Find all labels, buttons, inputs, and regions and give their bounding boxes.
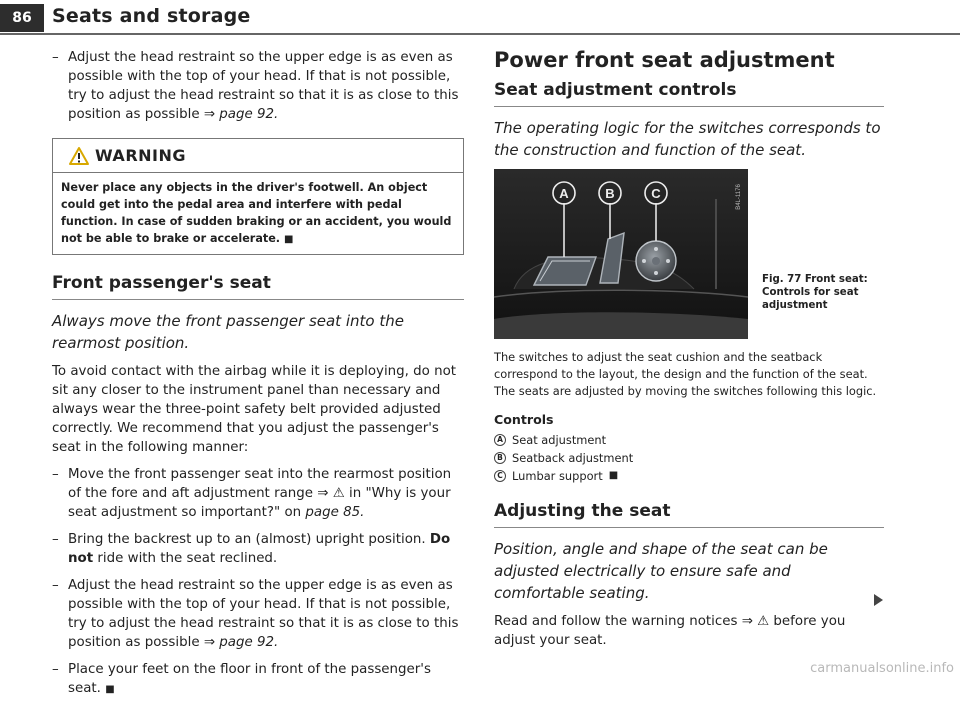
adjust-intro: Position, angle and shape of the seat can be adjusted electrically to ensure safe and comfortable seating. bbox=[494, 540, 828, 602]
section-title: Seats and storage bbox=[52, 5, 251, 27]
bullet-1: – Move the front passenger seat into the rearmost position of the fore and aft adjustment range ⇒ ⚠ in "Why is your seat adjustment so important?" on page 85. bbox=[52, 465, 464, 522]
warning-body: Never place any objects in the driver's footwell. An object could get into the pedal area and interfere with pedal function. In case of sudden braking or an accident, you would not be able to brake or accelerate. ■ bbox=[61, 181, 452, 245]
bullet-2: – Bring the backrest up to an (almost) upright position. Do not ride with the seat reclined. bbox=[52, 530, 464, 568]
intro-bullet: – Adjust the head restraint so the upper edge is as even as possible with the top of your head. If that is not possible, try to adjust the head restraint so that it is as close to this position as possible ⇒ page 92. bbox=[52, 48, 464, 124]
heading-rule bbox=[52, 299, 464, 300]
bullet-4: – Place your feet on the floor in front of the passenger's seat. ■ bbox=[52, 660, 464, 699]
adjust-heading: Adjusting the seat bbox=[494, 501, 671, 521]
page-ref-link[interactable]: page 85. bbox=[305, 505, 365, 520]
switch-paragraph: The switches to adjust the seat cushion and the seatback correspond to the layout, the design and the function of the seat. The seats are adjusted by moving the switches following this logic. bbox=[494, 350, 877, 398]
page-header bbox=[0, 0, 960, 40]
figure-row bbox=[494, 169, 884, 339]
svg-text:B: B bbox=[605, 186, 615, 201]
figure-code: B4L-1176 bbox=[736, 184, 742, 210]
figure-caption: Fig. 77 Front seat: Controls for seat adjustment bbox=[762, 274, 868, 311]
end-mark: ■ bbox=[608, 470, 619, 481]
svg-text:A: A bbox=[559, 186, 569, 201]
right-column bbox=[494, 48, 884, 658]
main-heading: Power front seat adjustment bbox=[494, 48, 835, 72]
header-rule bbox=[0, 33, 960, 35]
control-item-a: A Seat adjustment bbox=[494, 431, 884, 449]
seat-controls-figure bbox=[494, 169, 748, 339]
watermark: carmanualsonline.info bbox=[810, 661, 954, 676]
page-ref-link[interactable]: ⇒ page 92. bbox=[203, 107, 279, 122]
heading-rule bbox=[494, 527, 884, 528]
circle-b-icon: B bbox=[494, 452, 506, 464]
continue-arrow-icon bbox=[874, 594, 883, 606]
control-item-c: C Lumbar support ■ bbox=[494, 467, 884, 485]
warning-header bbox=[53, 139, 463, 173]
svg-text:C: C bbox=[651, 186, 661, 201]
sub-heading: Seat adjustment controls bbox=[494, 80, 737, 100]
passenger-intro: Always move the front passenger seat into the rearmost position. bbox=[52, 312, 404, 352]
lumbar-switch-icon bbox=[636, 241, 676, 281]
passenger-paragraph: To avoid contact with the airbag while it is deploying, do not sit any closer to the instrument panel than necessary and always wear the three-point safety belt provided adjusted correctly. We recommend that you adjust the passenger's seat in the following manner: bbox=[52, 364, 457, 455]
end-mark: ■ bbox=[105, 684, 115, 695]
circle-c-icon: C bbox=[494, 470, 506, 482]
circle-a-icon: A bbox=[494, 434, 506, 446]
adjust-paragraph: Read and follow the warning notices ⇒ ⚠ before you adjust your seat. bbox=[494, 614, 846, 648]
seat-controls-illustration bbox=[494, 169, 748, 339]
bullet-3: – Adjust the head restraint so the upper edge is as even as possible with the top of your head. If that is not possible, try to adjust the head restraint so that it is as close to this position as possible ⇒ page 92. bbox=[52, 576, 464, 652]
passenger-heading: Front passenger's seat bbox=[52, 273, 271, 293]
sub-intro: The operating logic for the switches corresponds to the construction and function of the seat. bbox=[494, 119, 881, 159]
controls-heading: Controls bbox=[494, 412, 554, 427]
left-column bbox=[52, 48, 464, 707]
heading-rule bbox=[494, 106, 884, 107]
control-item-b: B Seatback adjustment bbox=[494, 449, 884, 467]
warning-box bbox=[52, 138, 464, 255]
end-mark: ■ bbox=[283, 234, 294, 245]
page-ref-link[interactable]: ⇒ page 92. bbox=[203, 635, 279, 650]
warning-title: WARNING bbox=[95, 146, 186, 165]
page-number: 86 bbox=[0, 4, 44, 32]
warning-triangle-icon bbox=[69, 147, 89, 165]
